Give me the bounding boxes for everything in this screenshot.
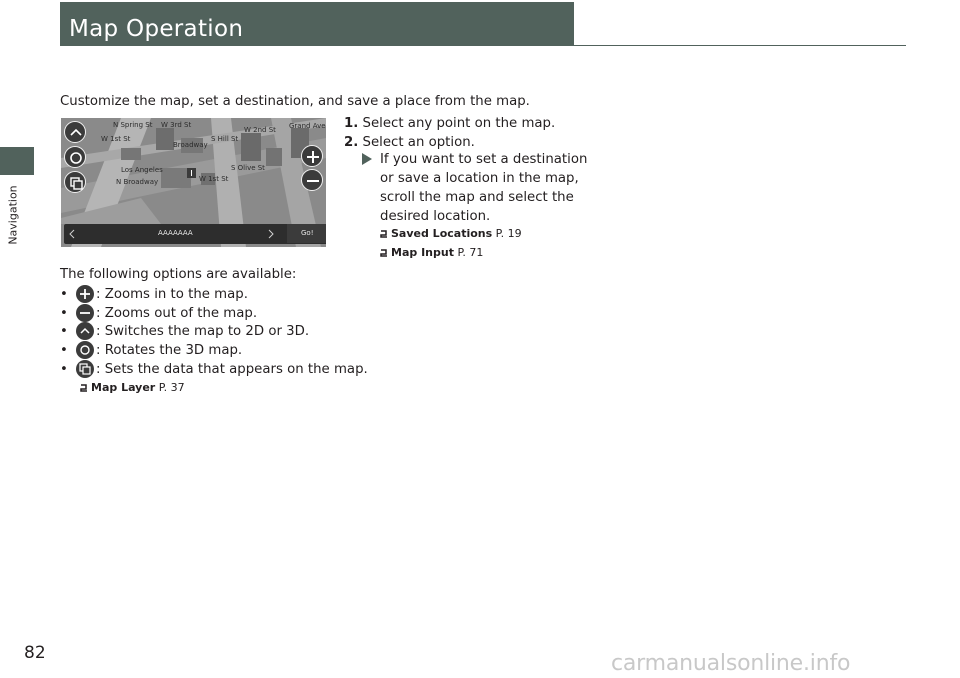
step-text: Select an option. [362,135,475,150]
step-text: Select any point on the map. [362,116,556,131]
options-heading: The following options are available: [60,267,297,282]
zoom-in-button[interactable] [301,145,323,167]
zoom-out-icon [302,170,324,192]
xref-title: Map Layer [91,381,156,394]
option-zoom-in: • : Zooms in to the map. [60,286,248,302]
rotate-button[interactable] [64,146,86,168]
xref-title: Map Input [391,246,454,259]
option-view-toggle: • : Switches the map to 2D or 3D. [60,323,310,339]
option-text: : Rotates the 3D map. [96,342,243,358]
xref-map-layer[interactable] [80,381,185,394]
street-label: S Olive St [231,164,265,172]
sub-step-arrow-icon [362,153,372,165]
page-title: Map Operation [69,16,244,42]
go-button[interactable] [287,224,326,243]
option-text: : Zooms in to the map. [96,286,248,302]
street-label: Los Angeles [121,166,163,174]
street-label: W 1st St [101,135,131,143]
xref-arrow-icon [80,383,88,392]
xref-page: P. 19 [495,227,522,240]
rotate-icon [65,147,87,169]
xref-arrow-icon [380,229,388,238]
option-text: : Sets the data that appears on the map. [96,361,368,377]
intro-text: Customize the map, set a destination, and save a place from the map. [60,94,530,109]
map-layer-icon [65,172,87,194]
xref-arrow-icon [380,248,388,257]
street-label: N Broadway [116,178,159,186]
go-label: Go! [301,229,314,237]
street-label: W 2nd St [244,126,276,134]
street-label: Grand Ave [289,122,326,130]
step-1 [344,114,555,133]
step-number: 2. [344,135,359,150]
view-toggle-icon [65,122,87,144]
section-tab [0,147,34,175]
map-search-text: AAAAAAA [158,229,193,237]
xref-title: Saved Locations [391,227,493,240]
watermark: carmanualsonline.info [611,651,851,676]
street-label: S Hill St [211,135,239,143]
title-rule [60,45,906,46]
option-rotate: • : Rotates the 3D map. [60,342,243,358]
section-label: Navigation [6,185,20,245]
view-toggle-icon [76,322,94,340]
street-label: Broadway [173,141,208,149]
map-screenshot [61,118,326,247]
page-number: 82 [24,643,46,663]
option-zoom-out: • : Zooms out of the map. [60,305,258,321]
street-label: W 3rd St [161,121,192,129]
xref-map-input[interactable] [380,246,483,259]
xref-page: P. 71 [457,246,484,259]
option-text: : Zooms out of the map. [96,305,258,321]
rotate-icon [76,341,94,359]
view-toggle-button[interactable] [64,121,86,143]
zoom-in-icon [76,285,94,303]
street-label: N Spring St [113,121,153,129]
map-layer-button[interactable] [64,171,86,193]
step-number: 1. [344,116,359,131]
steps-list [344,114,555,152]
zoom-out-icon [76,304,94,322]
zoom-out-button[interactable] [301,169,323,191]
zoom-in-icon [302,146,324,168]
option-map-layer: • : Sets the data that appears on the map. [60,361,368,377]
map-layer-icon [76,360,94,378]
page-title-bar [60,2,574,46]
xref-page: P. 37 [158,381,185,394]
option-text: : Switches the map to 2D or 3D. [96,323,310,339]
xref-saved-locations[interactable] [380,227,522,240]
street-label: W 1st St [199,175,229,183]
sub-step-text: If you want to set a destination or save a location in the map, scroll the map and select the desired location. [380,152,588,224]
